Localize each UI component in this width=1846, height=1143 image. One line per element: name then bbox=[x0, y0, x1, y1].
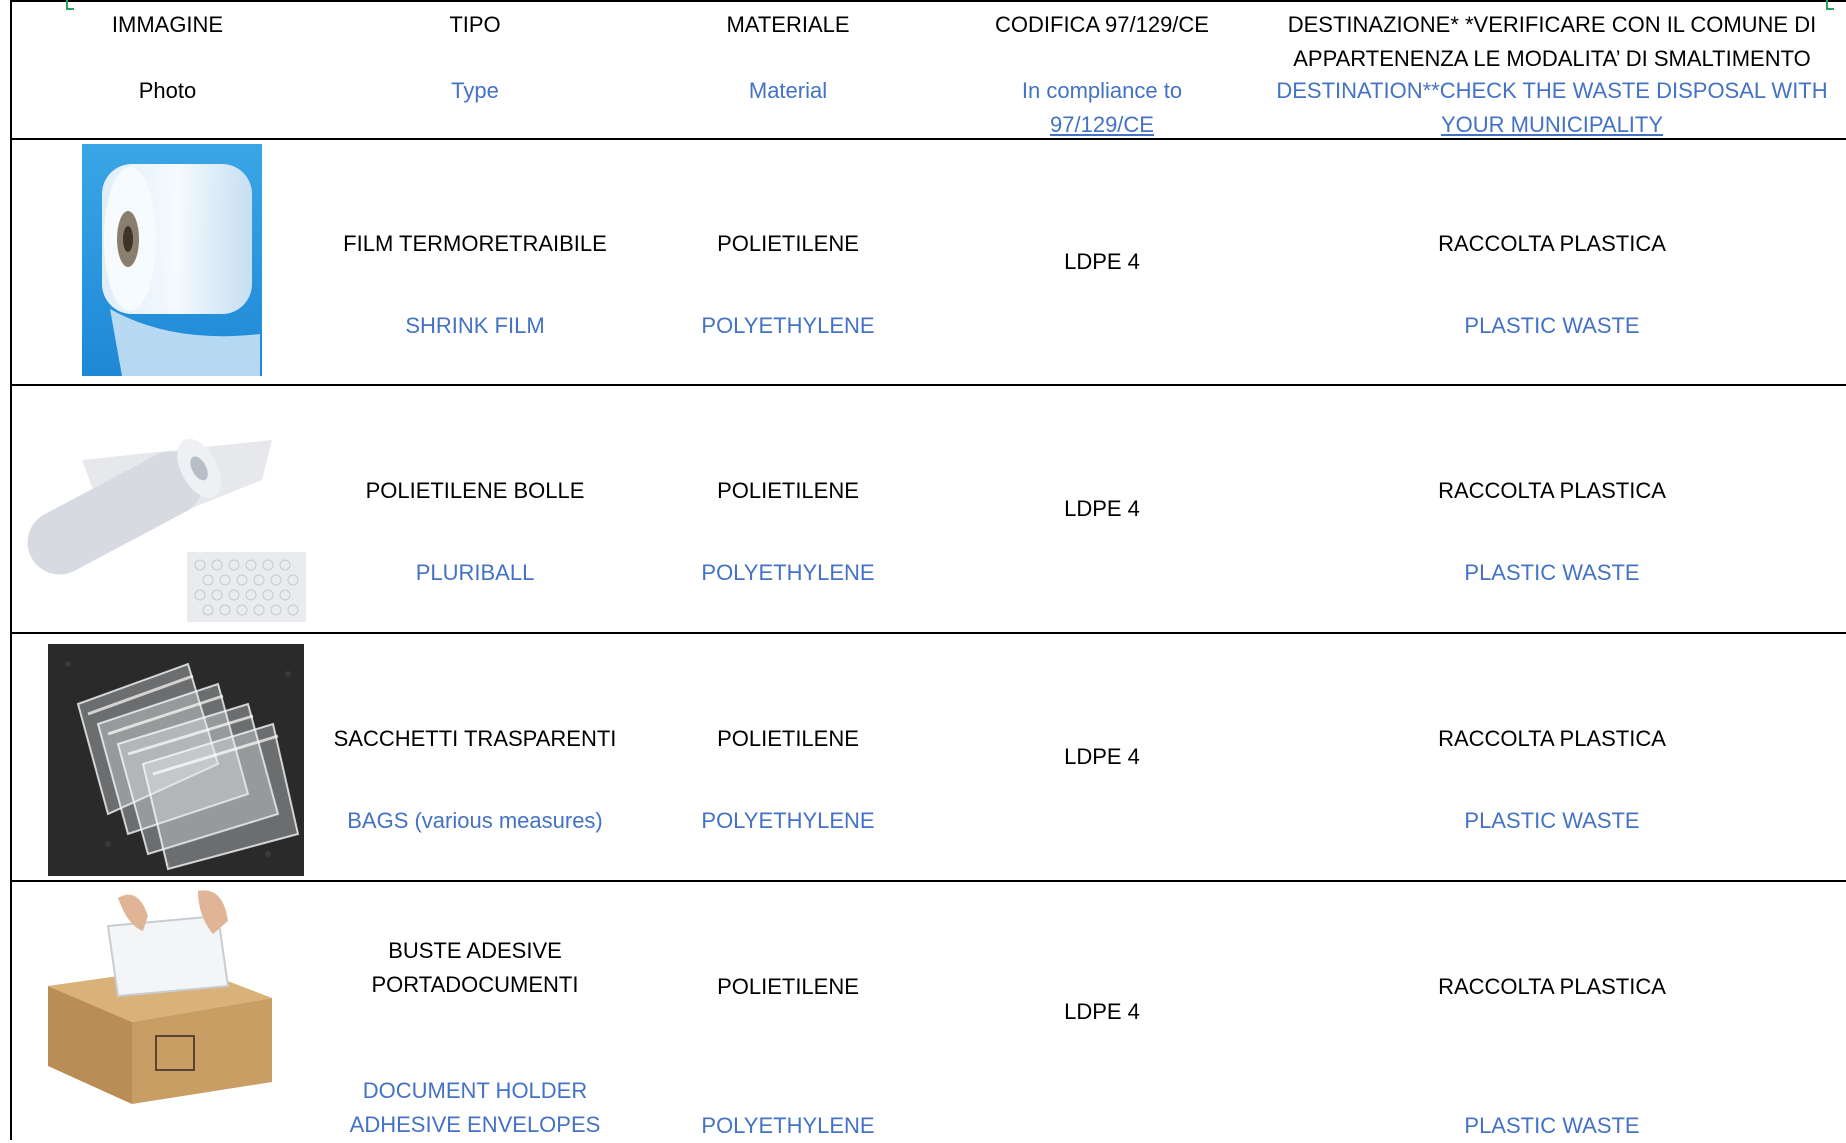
material-it: POLIETILENE bbox=[717, 231, 859, 256]
type-it-1: BUSTE ADESIVE bbox=[388, 938, 562, 963]
header-code-en-1: In compliance to bbox=[1021, 78, 1183, 103]
dest-it: RACCOLTA PLASTICA bbox=[1438, 974, 1666, 999]
dest-it: RACCOLTA PLASTICA bbox=[1438, 478, 1666, 503]
material-it: POLIETILENE bbox=[717, 726, 859, 751]
material-en: POLYETHYLENE bbox=[701, 1113, 875, 1138]
dest-en: PLASTIC WASTE bbox=[1464, 560, 1640, 585]
material-en: POLYETHYLENE bbox=[701, 560, 875, 585]
material-en: POLYETHYLENE bbox=[701, 313, 875, 338]
dest-it: RACCOLTA PLASTICA bbox=[1438, 726, 1666, 751]
material-it: POLIETILENE bbox=[717, 974, 859, 999]
dest-en: PLASTIC WASTE bbox=[1464, 1113, 1640, 1138]
type-it: SACCHETTI TRASPARENTI bbox=[333, 726, 617, 751]
header-material-it: MATERIALE bbox=[726, 12, 850, 37]
header-type-en: Type bbox=[451, 78, 499, 103]
code: LDPE 4 bbox=[1064, 496, 1140, 521]
type-en: BAGS (various measures) bbox=[347, 808, 603, 833]
header-photo-en: Photo bbox=[138, 78, 197, 103]
shrink-film-photo bbox=[82, 144, 262, 376]
type-en: SHRINK FILM bbox=[405, 313, 545, 338]
dest-en: PLASTIC WASTE bbox=[1464, 808, 1640, 833]
type-en-1: DOCUMENT HOLDER bbox=[362, 1078, 588, 1103]
header-dest-it-2: APPARTENENZA LE MODALITA’ DI SMALTIMENTO bbox=[1293, 46, 1811, 71]
material-en: POLYETHYLENE bbox=[701, 808, 875, 833]
type-it: POLIETILENE BOLLE bbox=[365, 478, 585, 503]
dest-it: RACCOLTA PLASTICA bbox=[1438, 231, 1666, 256]
header-code-it: CODIFICA 97/129/CE bbox=[995, 12, 1209, 37]
document-envelope-photo bbox=[48, 886, 272, 1104]
header-material-en: Material bbox=[748, 78, 828, 103]
type-it-2: PORTADOCUMENTI bbox=[371, 972, 579, 997]
row-divider bbox=[10, 632, 1846, 634]
code: LDPE 4 bbox=[1064, 249, 1140, 274]
row-divider bbox=[10, 880, 1846, 882]
type-it: FILM TERMORETRAIBILE bbox=[343, 231, 607, 256]
header-dest-en-1: DESTINATION**CHECK THE WASTE DISPOSAL WITH bbox=[1276, 78, 1828, 103]
dest-en: PLASTIC WASTE bbox=[1464, 313, 1640, 338]
bubble-wrap-photo bbox=[22, 400, 306, 622]
code: LDPE 4 bbox=[1064, 999, 1140, 1024]
header-photo-it: IMMAGINE bbox=[111, 12, 224, 37]
header-dest-en-2: YOUR MUNICIPALITY bbox=[1440, 112, 1664, 137]
code: LDPE 4 bbox=[1064, 744, 1140, 769]
type-en-2: ADHESIVE ENVELOPES bbox=[349, 1112, 601, 1137]
transparent-bags-photo bbox=[48, 644, 304, 876]
header-dest-it-1: DESTINAZIONE* *VERIFICARE CON IL COMUNE DI bbox=[1287, 12, 1817, 37]
row-divider bbox=[10, 384, 1846, 386]
header-type-it: TIPO bbox=[449, 12, 501, 37]
type-en: PLURIBALL bbox=[415, 560, 535, 585]
material-it: POLIETILENE bbox=[717, 478, 859, 503]
header-code-en-2: 97/129/CE bbox=[1050, 112, 1154, 137]
